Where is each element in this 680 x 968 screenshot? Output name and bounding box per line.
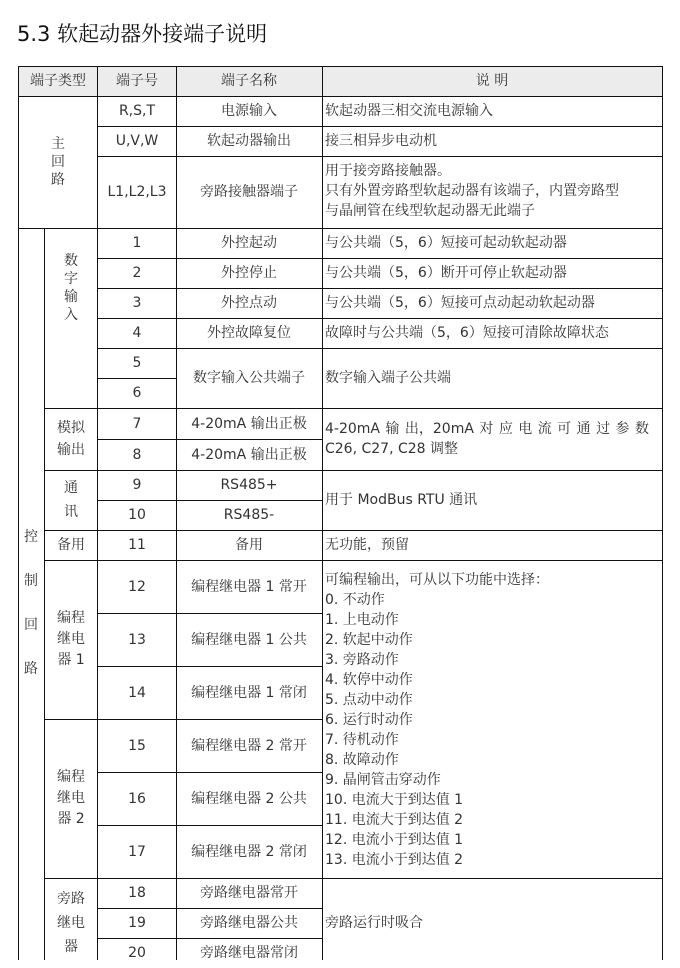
grid-line [97, 908, 323, 909]
terminal-no: 10 [128, 507, 146, 523]
desc-line: 3. 旁路动作 [325, 652, 399, 668]
desc-line: 2. 软起中动作 [325, 632, 413, 648]
header-desc: 说 明 [322, 66, 662, 96]
grid-line [97, 318, 663, 319]
label-char: 输 [64, 289, 78, 305]
label-char: 通 [64, 480, 78, 496]
grid-line [97, 772, 323, 773]
terminal-desc [322, 408, 662, 470]
terminal-desc: 与公共端（5，6）短接可起动软起动器 [325, 235, 567, 251]
terminal-no: U,V,W [115, 133, 159, 149]
desc-line: 用于接旁路接触器。 [325, 163, 451, 179]
control-circuit-label [18, 228, 44, 960]
desc-line: 4. 软停中动作 [325, 672, 413, 688]
terminal-name: 旁路接触器端子 [200, 184, 298, 200]
grid-line [18, 66, 19, 960]
desc-line: 4-20mA 输 出，20mA 对 应 电 流 可 通 过 参 数 [325, 421, 649, 437]
terminal-desc: 用于 ModBus RTU 通讯 [325, 492, 478, 508]
analog-output-label [44, 408, 98, 470]
desc-line: 12. 电流小于到达值 1 [325, 832, 464, 848]
comm-label [44, 470, 98, 530]
terminal-name: RS485- [223, 507, 275, 523]
terminal-name: 数字输入公共端子 [193, 370, 305, 386]
grid-line [44, 560, 663, 561]
grid-line [97, 666, 323, 667]
grid-line [44, 470, 663, 471]
desc-line: 11. 电流大于到达值 2 [325, 812, 464, 828]
terminal-no: 7 [132, 415, 142, 432]
terminal-no: 11 [128, 537, 146, 553]
digital-input-label [44, 228, 98, 408]
desc-line: 7. 待机动作 [325, 732, 399, 748]
terminal-name: 旁路继电器常开 [200, 885, 298, 901]
terminal-name: 编程继电器 2 常闭 [191, 843, 307, 860]
grid-line [18, 228, 663, 229]
terminal-no: 8 [132, 446, 142, 463]
terminal-no: 16 [128, 790, 146, 807]
terminal-desc: 无功能，预留 [325, 537, 409, 553]
terminal-no: 14 [128, 684, 146, 701]
label-line: 输出 [57, 442, 85, 458]
terminal-no: 1 [132, 235, 142, 251]
label-char: 路 [51, 172, 65, 188]
section-title: 5.3 软起动器外接端子说明 [17, 22, 268, 46]
grid-line [97, 500, 323, 501]
label-char: 回 [51, 154, 65, 170]
terminal-desc [322, 156, 662, 228]
terminal-name: 旁路继电器公共 [200, 915, 298, 931]
terminal-no: 2 [132, 265, 142, 281]
terminal-name: 软起动器输出 [207, 133, 291, 149]
terminal-no: 6 [132, 385, 142, 401]
label-line: 编程 [57, 610, 85, 626]
terminal-name: 电源输入 [221, 103, 277, 119]
grid-line [18, 96, 663, 97]
terminal-no: 19 [128, 915, 146, 931]
terminal-name: 外控停止 [221, 265, 277, 281]
desc-line: 10. 电流大于到达值 1 [325, 792, 464, 808]
relay1-label [44, 560, 98, 719]
terminal-no: 5 [132, 355, 142, 371]
label-char: 路 [24, 661, 38, 677]
terminal-name: 外控故障复位 [207, 325, 291, 341]
label-char: 讯 [64, 504, 78, 520]
terminal-no: R,S,T [118, 103, 156, 119]
label-line: 器 [64, 939, 78, 955]
grid-line [18, 66, 663, 67]
terminal-no: 18 [128, 885, 146, 901]
terminal-no: 3 [132, 295, 142, 311]
terminal-name: 编程继电器 1 常闭 [191, 684, 307, 701]
label-line: 继电 [57, 631, 85, 647]
grid-line [97, 156, 663, 157]
label-char: 制 [24, 573, 38, 589]
grid-line [97, 378, 177, 379]
terminal-desc: 数字输入端子公共端 [325, 370, 451, 386]
desc-line: 9. 晶闸管击穿动作 [325, 772, 441, 788]
grid-line [97, 938, 323, 939]
terminal-name: 编程继电器 2 公共 [191, 790, 307, 807]
label-char: 字 [64, 271, 78, 287]
label-line: 编程 [57, 769, 85, 785]
desc-line: C26, C27, C28 调整 [325, 441, 459, 457]
grid-line [44, 530, 663, 531]
terminal-name: 备用 [235, 537, 263, 553]
grid-line [97, 613, 323, 614]
label-line: 继电 [57, 915, 85, 931]
terminal-name: 旁路继电器常闭 [200, 945, 298, 961]
terminal-no: 12 [128, 578, 146, 595]
label-line: 器 2 [57, 811, 85, 827]
terminal-no: 9 [132, 477, 142, 493]
grid-line [97, 825, 323, 826]
terminal-name: RS485+ [220, 477, 278, 493]
desc-line: 8. 故障动作 [325, 752, 399, 768]
label-char: 入 [64, 307, 78, 323]
label-line: 模拟 [57, 420, 85, 436]
desc-line: 6. 运行时动作 [325, 712, 413, 728]
header-type: 端子类型 [18, 66, 98, 96]
main-circuit-label [18, 96, 98, 228]
grid-line [97, 258, 663, 259]
terminal-name: 4-20mA 输出正极 [191, 446, 307, 463]
terminal-name: 编程继电器 1 常开 [191, 578, 307, 595]
grid-line [97, 126, 663, 127]
desc-line: 只有外置旁路型软起动器有该端子，内置旁路型 [325, 183, 619, 199]
label-line: 旁路 [57, 891, 85, 907]
terminal-no: 13 [128, 631, 146, 648]
terminal-name: 外控起动 [221, 235, 277, 251]
header-name: 端子名称 [176, 66, 322, 96]
terminal-no: 4 [132, 325, 142, 341]
terminal-desc: 旁路运行时吸合 [325, 915, 423, 931]
desc-line: 13. 电流小于到达值 2 [325, 852, 464, 868]
grid-line [44, 878, 663, 879]
header-no: 端子号 [98, 66, 176, 96]
label-char: 控 [24, 529, 38, 545]
desc-line: 1. 上电动作 [325, 612, 399, 628]
grid-line [97, 288, 663, 289]
spare-label: 备用 [57, 537, 85, 553]
terminal-name: 编程继电器 2 常开 [191, 737, 307, 754]
terminal-no: 17 [128, 843, 146, 860]
grid-line [662, 66, 663, 960]
terminal-no: L1,L2,L3 [107, 184, 167, 200]
terminal-desc: 与公共端（5，6）短接可点动起动软起动器 [325, 295, 595, 311]
terminal-name: 编程继电器 1 公共 [191, 631, 307, 648]
terminal-no: 20 [128, 945, 146, 961]
relay-function-list [322, 560, 662, 878]
grid-line [44, 408, 663, 409]
desc-line: 可编程输出，可从以下功能中选择： [325, 572, 549, 588]
label-line: 器 1 [57, 652, 85, 668]
bypass-relay-label [44, 878, 98, 968]
grid-line [44, 719, 323, 720]
label-char: 回 [24, 617, 38, 633]
label-line: 继电 [57, 790, 85, 806]
terminal-desc: 与公共端（5，6）断开可停止软起动器 [325, 265, 567, 281]
relay2-label [44, 719, 98, 878]
terminal-no: 15 [128, 737, 146, 754]
grid-line [97, 348, 663, 349]
terminal-desc: 软起动器三相交流电源输入 [325, 103, 493, 119]
desc-line: 5. 点动中动作 [325, 692, 413, 708]
grid-line [44, 228, 45, 960]
desc-line: 与晶闸管在线型软起动器无此端子 [325, 203, 535, 219]
label-char: 主 [51, 136, 65, 152]
terminal-desc: 接三相异步电动机 [325, 133, 437, 149]
desc-line: 0. 不动作 [325, 592, 385, 608]
terminal-desc: 故障时与公共端（5，6）短接可清除故障状态 [325, 325, 609, 341]
terminal-name: 外控点动 [221, 295, 277, 311]
grid-line [97, 439, 323, 440]
terminal-name: 4-20mA 输出正极 [191, 415, 307, 432]
label-char: 数 [64, 253, 78, 269]
